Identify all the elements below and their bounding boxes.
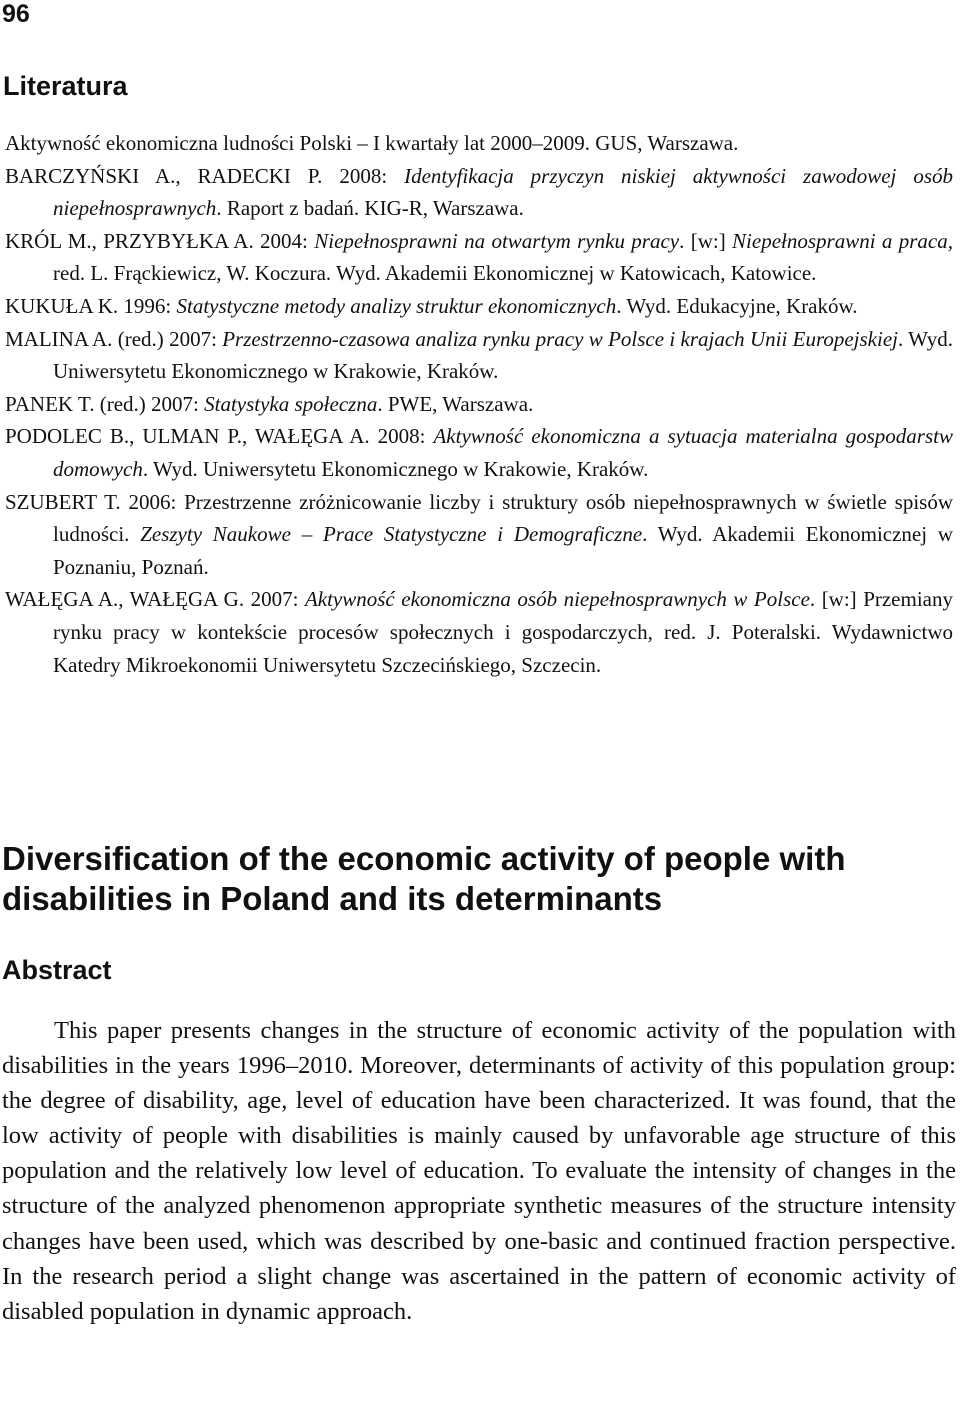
reference-list [5, 127, 953, 681]
page-number: 96 [2, 0, 30, 28]
reference-entry [5, 160, 953, 225]
reference-title: Zeszyty Naukowe – Prace Statystyczne i Demograficzne [140, 522, 643, 547]
reference-text: PANEK T. (red.) 2007: [5, 391, 205, 416]
reference-entry [5, 225, 953, 290]
reference-text: . Wyd. Uniwersytetu Ekonomicznego w Krakowie, Kraków. [142, 456, 649, 481]
reference-text: . PWE, Warszawa. [377, 391, 534, 416]
reference-title: Statystyczne metody analizy struktur ekonomicznych [176, 293, 617, 318]
reference-text: . Wyd. Edukacyjne, Kraków. [616, 293, 858, 318]
reference-text: . [w:] [679, 228, 733, 253]
reference-entry [5, 420, 953, 485]
reference-text: . Wyd. Akademii Ekonomicznej w Poznaniu, Poznań. [53, 522, 953, 579]
reference-text: BARCZYŃSKI A., RADECKI P. 2008: [5, 163, 405, 188]
reference-title: Identyfikacja przyczyn niskiej aktywności zawodowej osób niepełnosprawnych [53, 163, 953, 221]
reference-entry [5, 486, 953, 584]
reference-title: Przestrzenno-czasowa analiza rynku pracy w Polsce i krajach Unii Europejskiej [222, 326, 898, 351]
reference-text: SZUBERT T. 2006: Przestrzenne zróżnicowanie liczby i struktury osób niepełnosprawnych w świetle spisów ludności. [5, 489, 953, 547]
reference-title: Niepełnosprawni a praca, [732, 228, 953, 253]
abstract-heading: Abstract [2, 955, 112, 985]
reference-text: . Wyd. Uniwersytetu Ekonomicznego w Krakowie, Kraków. [53, 326, 953, 384]
reference-title: Aktywność ekonomiczna a sytuacja materialna gospodarstw domowych [53, 424, 953, 481]
reference-text: MALINA A. (red.) 2007: [5, 326, 223, 351]
reference-title: Statystyka społeczna [204, 391, 378, 416]
reference-title: Niepełnosprawni na otwartym rynku pracy [314, 228, 680, 253]
reference-text: KUKUŁA K. 1996: [5, 293, 177, 318]
reference-entry [5, 323, 953, 388]
literature-heading: Literatura [3, 71, 128, 101]
reference-text: KRÓL M., PRZYBYŁKA A. 2004: [5, 228, 315, 253]
reference-text: WAŁĘGA A., WAŁĘGA G. 2007: [5, 587, 305, 612]
reference-title: Aktywność ekonomiczna osób niepełnosprawnych w Polsce [304, 587, 810, 612]
reference-text: PODOLEC B., ULMAN P., WAŁĘGA A. 2008: [5, 424, 434, 449]
reference-entry [5, 127, 953, 160]
reference-text: Aktywność ekonomiczna ludności Polski – I kwartały lat 2000–2009. GUS, Warszawa. [5, 131, 739, 155]
abstract-text: This paper presents changes in the structure of economic activity of the population with disabilities in the years 1996–2010. Moreover, determinants of activity of this population group: the degree of disability, age, level of education have been characterized. It was found, that the low activity of people with disabilities is mainly caused by unfavorable age structure of this population and the relatively low level of education. To evaluate the intensity of changes in the structure of the analyzed phenomenon appropriate synthetic measures of the structure intensity changes have been used, which was described by one-basic and continued fraction perspective. In the research period a slight change was ascertained in the pattern of economic activity of disabled population in dynamic approach. [2, 1017, 956, 1325]
reference-entry [5, 290, 953, 323]
reference-entry [5, 388, 953, 421]
reference-text: red. L. Frąckiewicz, W. Koczura. Wyd. Akademii Ekonomicznej w Katowicach, Katowice. [53, 261, 817, 286]
reference-text: . Raport z badań. KIG-R, Warszawa. [216, 196, 524, 221]
reference-entry [5, 583, 953, 681]
reference-text: . [w:] Przemiany rynku pracy w kontekście procesów społecznych i gospodarczych, red. J. Poteralski. Wydawnictwo Katedry Mikroekonomii Uniwersytetu Szczecińskiego, Szczecin. [53, 587, 953, 677]
paper-title: Diversification of the economic activity of people with disabilities in Poland and its determinants [2, 840, 846, 917]
